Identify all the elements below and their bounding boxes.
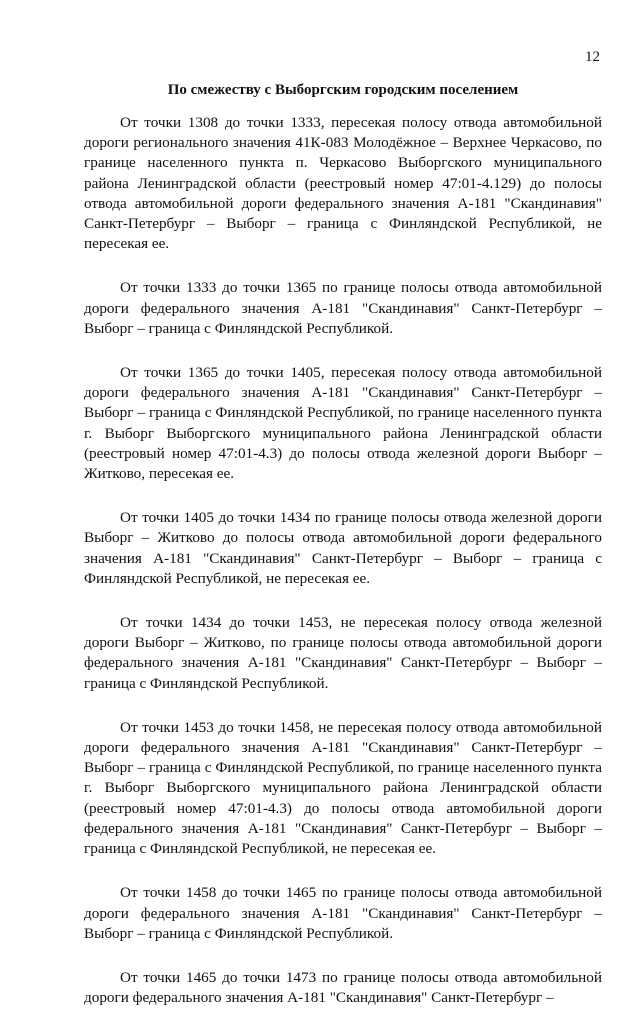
page-number: 12 — [585, 49, 600, 65]
paragraph-5: От точки 1434 до точки 1453, не пересекая полосу отвода железной дороги Выборг – Житково, по границе полосы отвода автомобильной дороги федерального значения А-181 "Скандинавия" Санкт-Петербург – Выборг – граница с Финляндской Республикой. — [84, 614, 602, 692]
paragraph-3: От точки 1365 до точки 1405, пересекая полосу отвода автомобильной дороги федерального значения А-181 "Скандинавия" Санкт-Петербург – Выборг – граница с Финляндской Республикой, по границе населенного пункта г. Выборг Выборгского муниципального района Ленинградской области (реестровый номер 47:01-4.3) до полосы отвода железной дороги Выборг – Житково, пересекая ее. — [84, 364, 602, 483]
paragraph-2: От точки 1333 до точки 1365 по границе полосы отвода автомобильной дороги федерального значения А-181 "Скандинавия" Санкт-Петербург – Выборг – граница с Финляндской Республикой. — [84, 279, 602, 337]
paragraph-6: От точки 1453 до точки 1458, не пересекая полосу отвода автомобильной дороги федерального значения А-181 "Скандинавия" Санкт-Петербург – Выборг – граница с Финляндской Республикой, по границе населенного пункта г. Выборг Выборгского муниципального района Ленинградской области (реестровый номер 47:01-4.3) до полосы отвода автомобильной дороги федерального значения А-181 "Скандинавия" Санкт-Петербург – Выборг – граница с Финляндской Республикой, не пересекая ее. — [84, 718, 602, 858]
document-body — [84, 113, 602, 1032]
paragraph-8: От точки 1465 до точки 1473 по границе полосы отвода автомобильной дороги федерального значения А-181 "Скандинавия" Санкт-Петербург – — [84, 968, 602, 1007]
section-heading: По смежеству с Выборгским городским поселением — [167, 82, 519, 98]
paragraph-4: От точки 1405 до точки 1434 по границе полосы отвода железной дороги Выборг – Житково до полосы отвода автомобильной дороги федерального значения А-181 "Скандинавия" Санкт-Петербург – Выборг – граница с Финляндской Республикой, не пересекая ее. — [84, 509, 602, 587]
paragraph-1: От точки 1308 до точки 1333, пересекая полосу отвода автомобильной дороги регионального значения 41К-083 Молодёжное – Верхнее Черкасово, по границе населенного пункта п. Черкасово Выборгского муниципального района Ленинградской области (реестровый номер 47:01-4.129) до полосы отвода автомобильной дороги федерального значения А-181 "Скандинавия" Санкт-Петербург – Выборг – граница с Финляндской Республикой, не пересекая ее. — [84, 114, 602, 253]
paragraph-7: От точки 1458 до точки 1465 по границе полосы отвода автомобильной дороги федерального значения А-181 "Скандинавия" Санкт-Петербург – Выборг – граница с Финляндской Республикой. — [84, 884, 602, 942]
